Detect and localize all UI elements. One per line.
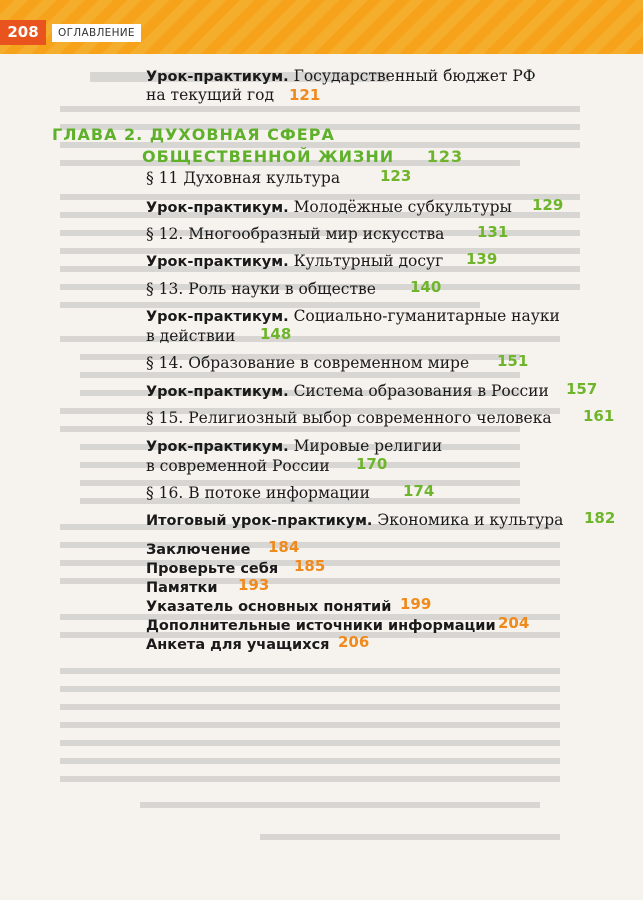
back-page-conclusion: 184 bbox=[268, 538, 300, 556]
toc-entry-16 bbox=[146, 482, 370, 504]
entry-keyword: Итоговый урок-практикум. bbox=[146, 513, 373, 529]
entry-title: § 12. Многообразный мир искусства bbox=[146, 225, 445, 243]
back-page-memos: 193 bbox=[238, 576, 270, 594]
toc-entry-religions-line2 bbox=[146, 455, 330, 477]
entry-keyword: Урок-практикум. bbox=[146, 69, 289, 85]
entry-title: Социально-гуманитарные науки bbox=[293, 307, 560, 325]
chapter-title-line2: ОБЩЕСТВЕННОЙ ЖИЗНИ bbox=[142, 147, 395, 166]
toc-entry-subcultures bbox=[146, 196, 512, 219]
entry-title: § 16. В потоке информации bbox=[146, 484, 370, 502]
entry-keyword: Урок-практикум. bbox=[146, 309, 289, 325]
back-page-index: 199 bbox=[400, 595, 432, 613]
entry-title: § 14. Образование в современном мире bbox=[146, 354, 470, 372]
page-number: 208 bbox=[0, 20, 46, 45]
entry-title: Экономика и культура bbox=[377, 511, 564, 529]
section-label: ОГЛАВЛЕНИЕ bbox=[52, 24, 141, 42]
entry-page-16: 174 bbox=[403, 482, 435, 500]
entry-title: § 15. Религиозный выбор современного человека bbox=[146, 409, 552, 427]
toc-entry-leisure bbox=[146, 250, 443, 273]
entry-title-continued: в действии bbox=[146, 327, 236, 345]
toc-back-questionnaire bbox=[146, 633, 329, 656]
entry-title-continued: в современной России bbox=[146, 457, 330, 475]
back-label: Заключение bbox=[146, 542, 251, 558]
toc-entry-11 bbox=[146, 167, 340, 189]
toc-entry-14 bbox=[146, 352, 469, 374]
entry-page-education-system: 157 bbox=[566, 380, 598, 398]
entry-keyword: Урок-практикум. bbox=[146, 200, 289, 216]
entry-title: Мировые религии bbox=[293, 437, 443, 455]
toc-entry-15 bbox=[146, 407, 552, 429]
toc-entry-13 bbox=[146, 278, 376, 300]
toc-entry-final-lesson bbox=[146, 509, 563, 532]
entry-page-religions: 170 bbox=[356, 455, 388, 473]
entry-keyword: Урок-практикум. bbox=[146, 439, 289, 455]
chapter-page: 123 bbox=[426, 147, 464, 166]
entry-title: § 13. Роль науки в обществе bbox=[146, 280, 376, 298]
entry-page-leisure: 139 bbox=[466, 250, 498, 268]
entry-page-12: 131 bbox=[477, 223, 509, 241]
entry-title: Государственный бюджет РФ bbox=[293, 67, 536, 85]
entry-keyword: Урок-практикум. bbox=[146, 384, 289, 400]
entry-keyword: Урок-практикум. bbox=[146, 254, 289, 270]
back-label: Анкета для учащихся bbox=[146, 637, 330, 653]
back-page-sources: 204 bbox=[498, 614, 530, 632]
entry-page-subcultures: 129 bbox=[532, 196, 564, 214]
entry-page-final-lesson: 182 bbox=[584, 509, 616, 527]
chapter-title-line1: ГЛАВА 2. ДУХОВНАЯ СФЕРА bbox=[52, 125, 335, 144]
back-label: Проверьте себя bbox=[146, 561, 279, 577]
entry-page-social-sciences: 148 bbox=[260, 325, 292, 343]
back-page-check-yourself: 185 bbox=[294, 557, 326, 575]
back-label: Дополнительные источники информации bbox=[146, 618, 496, 634]
entry-title: § 11 Духовная культура bbox=[146, 169, 341, 187]
back-page-questionnaire: 206 bbox=[338, 633, 370, 651]
entry-page-14: 151 bbox=[497, 352, 529, 370]
entry-page: 121 bbox=[289, 86, 321, 104]
chapter-title-line2-wrap bbox=[52, 146, 463, 168]
entry-page-15: 161 bbox=[583, 407, 615, 425]
entry-title-continued: на текущий год bbox=[146, 86, 275, 104]
back-label: Памятки bbox=[146, 580, 218, 596]
entry-title: Система образования в России bbox=[293, 382, 549, 400]
toc-entry-education-system bbox=[146, 380, 549, 403]
toc-entry-12 bbox=[146, 223, 444, 245]
toc-entry-social-sciences-line2 bbox=[146, 325, 235, 347]
entry-title: Культурный досуг bbox=[293, 252, 444, 270]
toc-entry-budget-line2 bbox=[146, 84, 320, 106]
entry-page-11: 123 bbox=[380, 167, 412, 185]
chapter-heading bbox=[52, 124, 463, 168]
entry-title: Молодёжные субкультуры bbox=[293, 198, 512, 216]
entry-page-13: 140 bbox=[410, 278, 442, 296]
back-label: Указатель основных понятий bbox=[146, 599, 392, 615]
